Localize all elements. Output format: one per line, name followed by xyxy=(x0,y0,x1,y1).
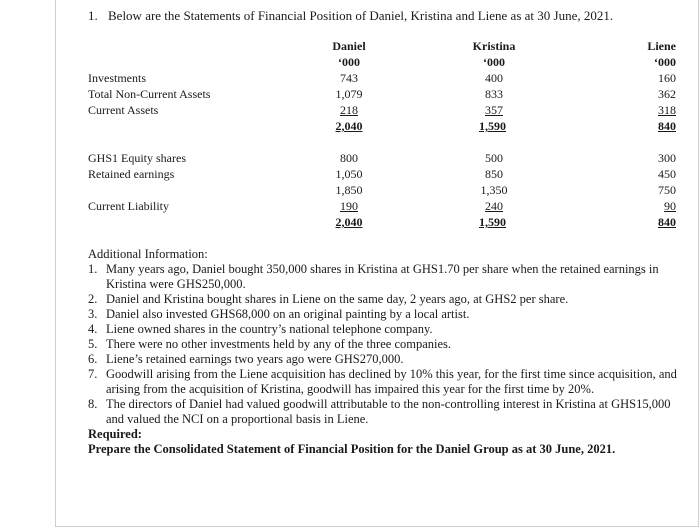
unit-label: ‘000 xyxy=(338,55,360,69)
cell-value: 240 xyxy=(485,199,503,213)
total-value: 840 xyxy=(658,215,676,229)
required-text: Prepare the Consolidated Statement of Financial Position for the Daniel Group as at 30 June, 2021. xyxy=(88,442,616,456)
cell-value: 1,079 xyxy=(335,87,363,101)
total-value: 1,590 xyxy=(479,119,506,133)
row-label: GHS1 Equity shares xyxy=(88,151,186,165)
subtotal-value: 1,350 xyxy=(480,183,508,197)
additional-information xyxy=(88,247,688,457)
item-number: 2. xyxy=(88,292,98,306)
question-text: Below are the Statements of Financial Position of Daniel, Kristina and Liene as at 30 June, 2021. xyxy=(108,8,614,23)
additional-heading: Additional Information: xyxy=(88,247,208,261)
cell-value: 743 xyxy=(340,71,358,85)
cell-value: 450 xyxy=(658,167,676,181)
item-text: Liene’s retained earnings two years ago were GHS270,000. xyxy=(106,352,404,366)
list-item xyxy=(88,307,688,322)
item-text: Goodwill arising from the Liene acquisition has declined by 10% this year, for the first time since acquisition, and arising from the acquisition of Kristina, goodwill has impaired this year for the first time by 20%. xyxy=(106,367,677,396)
row-label: Retained earnings xyxy=(88,167,175,181)
total-value: 1,590 xyxy=(479,215,506,229)
item-text: Daniel also invested GHS68,000 on an original painting by a local artist. xyxy=(106,307,470,321)
list-item xyxy=(88,367,688,397)
total-value: 2,040 xyxy=(335,119,363,133)
unit-label: ‘000 xyxy=(654,55,676,69)
item-number: 1. xyxy=(88,262,98,276)
cell-value: 300 xyxy=(658,151,676,165)
table-unit-row xyxy=(88,54,676,70)
item-number: 7. xyxy=(88,367,98,381)
item-number: 8. xyxy=(88,397,98,411)
column-header-daniel: Daniel xyxy=(332,39,366,53)
cell-value: 160 xyxy=(658,71,676,85)
row-label: Total Non-Current Assets xyxy=(88,87,211,101)
list-item xyxy=(88,322,688,337)
subtotal-value: 1,850 xyxy=(335,183,363,197)
column-header-liene: Liene xyxy=(647,39,676,53)
cell-value: 218 xyxy=(340,103,358,117)
table-row-total xyxy=(88,214,676,230)
table-row xyxy=(88,198,676,214)
row-label: Current Assets xyxy=(88,103,159,117)
table-row xyxy=(88,70,676,86)
table-row xyxy=(88,86,676,102)
item-number: 5. xyxy=(88,337,98,351)
financial-position-table xyxy=(88,38,676,230)
item-text: There were no other investments held by any of the three companies. xyxy=(106,337,452,351)
list-item xyxy=(88,262,688,292)
item-number: 3. xyxy=(88,307,98,321)
total-value: 2,040 xyxy=(335,215,363,229)
table-row-total xyxy=(88,118,676,134)
cell-value: 362 xyxy=(658,87,676,101)
table-row xyxy=(88,150,676,166)
cell-value: 850 xyxy=(485,167,503,181)
cell-value: 800 xyxy=(340,151,358,165)
list-item xyxy=(88,337,688,352)
item-text: Many years ago, Daniel bought 350,000 shares in Kristina at GHS1.70 per share when the retained earnings in Kristina were GHS250,000. xyxy=(106,262,659,291)
table-row-subtotal xyxy=(88,182,676,198)
cell-value: 357 xyxy=(485,103,503,117)
cell-value: 190 xyxy=(340,199,358,213)
list-item xyxy=(88,352,688,367)
item-text: Daniel and Kristina bought shares in Liene on the same day, 2 years ago, at GHS2 per share. xyxy=(106,292,569,306)
unit-label: ‘000 xyxy=(483,55,505,69)
row-label: Investments xyxy=(88,71,146,85)
column-header-kristina: Kristina xyxy=(472,39,516,53)
item-number: 6. xyxy=(88,352,98,366)
cell-value: 400 xyxy=(485,71,503,85)
list-item xyxy=(88,292,688,307)
list-item xyxy=(88,397,688,427)
total-value: 840 xyxy=(658,119,676,133)
item-text: Liene owned shares in the country’s national telephone company. xyxy=(106,322,433,336)
cell-value: 833 xyxy=(485,87,503,101)
subtotal-value: 750 xyxy=(658,183,676,197)
required-label: Required: xyxy=(88,427,142,441)
row-label: Current Liability xyxy=(88,199,169,213)
item-text: The directors of Daniel had valued goodwill attributable to the non-controlling interest in Kristina at GHS15,000 and valued the NCI on a proportional basis in Liene. xyxy=(106,397,671,426)
cell-value: 90 xyxy=(664,199,676,213)
table-row xyxy=(88,166,676,182)
item-number: 4. xyxy=(88,322,98,336)
cell-value: 500 xyxy=(485,151,503,165)
cell-value: 318 xyxy=(658,103,676,117)
table-row xyxy=(88,102,676,118)
cell-value: 1,050 xyxy=(335,167,363,181)
question-number: 1. xyxy=(88,8,98,23)
table-header-row xyxy=(88,38,676,54)
